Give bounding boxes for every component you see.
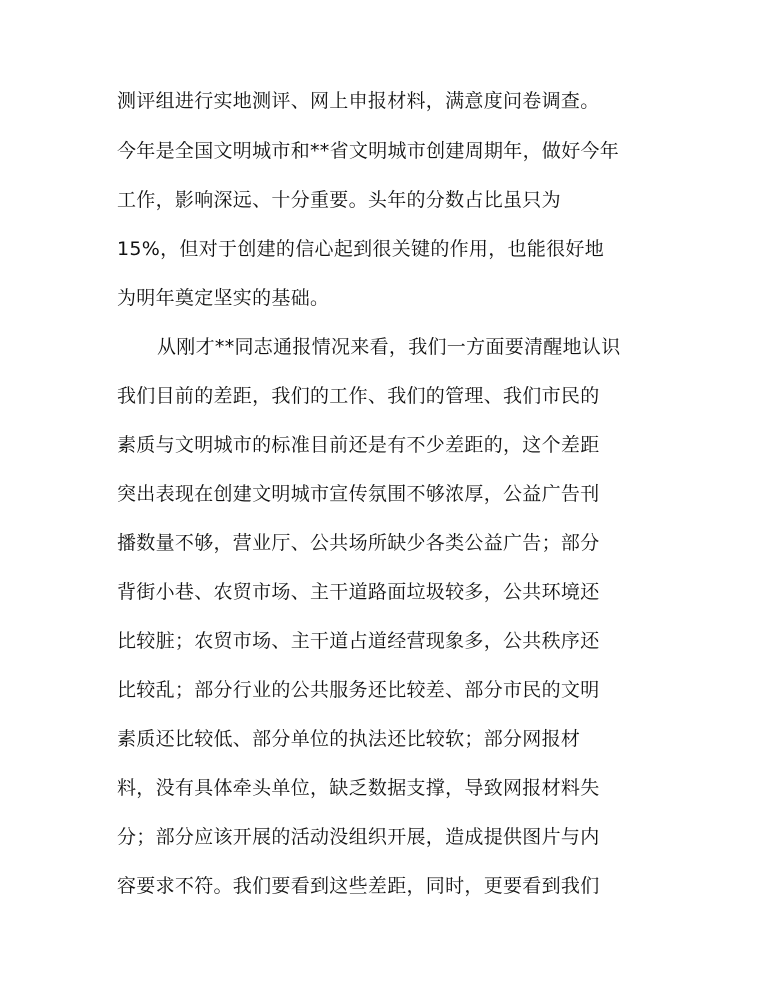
text-line: 比较脏；农贸市场、主干道占道经营现象多，公共秩序还 <box>117 630 600 652</box>
text-line: 分；部分应该开展的活动没组织开展，造成提供图片与内 <box>117 826 600 848</box>
text-line: 为明年奠定坚实的基础。 <box>117 287 330 309</box>
text-line: 测评组进行实地测评、网上申报材料，满意度问卷调查。 <box>117 90 600 112</box>
text-line: 料，没有具体牵头单位，缺乏数据支撑，导致网报材料失 <box>117 777 600 799</box>
text-line: 工作，影响深远、十分重要。头年的分数占比虽只为 <box>117 189 561 211</box>
text-line: 比较乱；部分行业的公共服务还比较差、部分市民的文明 <box>117 679 600 701</box>
text-line: 背街小巷、农贸市场、主干道路面垃圾较多，公共环境还 <box>117 581 600 603</box>
text-line: 播数量不够，营业厅、公共场所缺少各类公益广告；部分 <box>117 532 600 554</box>
text-line: 素质还比较低、部分单位的执法还比较软；部分网报材 <box>117 728 581 750</box>
text-line: 今年是全国文明城市和**省文明城市创建周期年，做好今年 <box>117 140 620 162</box>
text-line: 15%，但对于创建的信心起到很关键的作用，也能很好地 <box>117 238 605 260</box>
paragraph-first-line: 从刚才**同志通报情况来看，我们一方面要清醒地认识 <box>157 336 621 358</box>
text-line: 突出表现在创建文明城市宣传氛围不够浓厚，公益广告刊 <box>117 483 600 505</box>
text-line: 素质与文明城市的标准目前还是有不少差距的，这个差距 <box>117 434 600 456</box>
text-line: 容要求不符。我们要看到这些差距，同时，更要看到我们 <box>117 875 600 897</box>
text-line: 我们目前的差距，我们的工作、我们的管理、我们市民的 <box>117 385 600 407</box>
